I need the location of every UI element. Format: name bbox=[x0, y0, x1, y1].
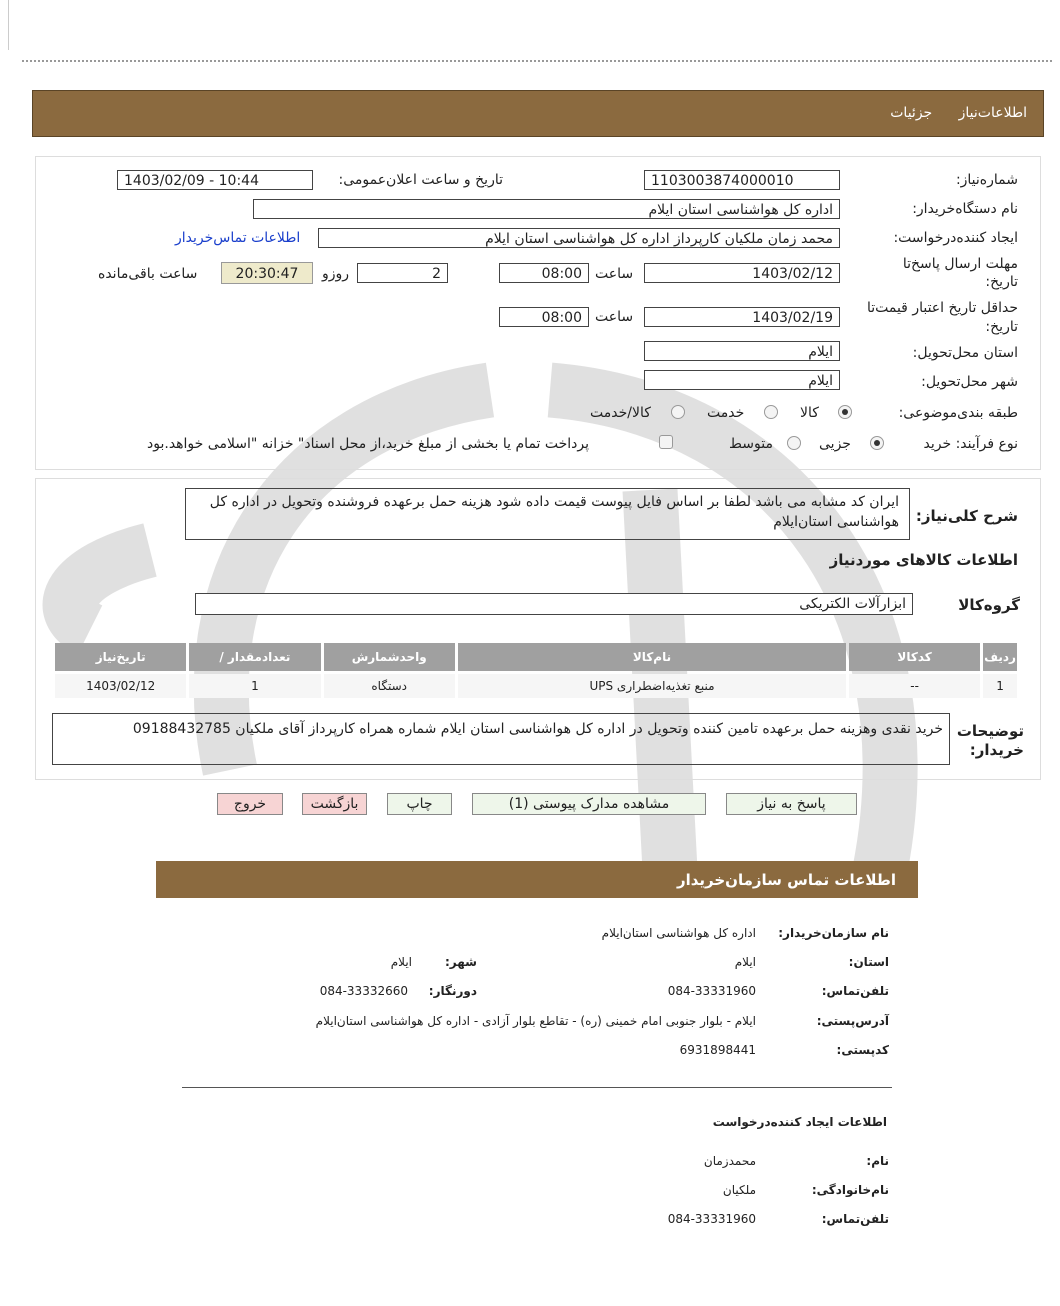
buyer-contact-header bbox=[156, 861, 918, 898]
reply-button[interactable]: پاسخ به نیاز bbox=[726, 793, 857, 815]
buyer-contact-link[interactable]: اطلاعات تماس‌خریدار bbox=[175, 230, 301, 246]
frame-edge bbox=[8, 0, 9, 50]
contact-address-value: ایلام - بلوار جنوبی امام خمینی (ره) - تقاطع بلوار آزادی - اداره کل هواشناسی استان‌ایلام bbox=[315, 1014, 756, 1028]
category-service-label: خدمت bbox=[707, 405, 745, 421]
deadline-date-field: 1403/02/12 bbox=[644, 263, 840, 283]
contact-postal-value: 6931898441 bbox=[679, 1043, 756, 1057]
validity-time-label: ساعت bbox=[595, 309, 634, 325]
creator-field: محمد زمان ملکیان کارپرداز اداره کل هواشناسی استان ایلام bbox=[318, 228, 840, 248]
buyer-org-field: اداره کل هواشناسی استان ایلام bbox=[253, 199, 840, 219]
contact-phone-label: تلفن‌تماس: bbox=[821, 984, 889, 998]
process-radio-small[interactable] bbox=[870, 436, 884, 450]
contact-province-label: استان: bbox=[848, 955, 889, 969]
contact-postal-label: کدپستی: bbox=[836, 1043, 889, 1057]
buyer-notes-label: توضیحات bbox=[956, 722, 1024, 740]
creator-name-value: محمدزمان bbox=[703, 1154, 756, 1168]
deadline-label: مهلت ارسال پاسخ‌تا bbox=[902, 256, 1018, 272]
col-code: کدکالا bbox=[849, 643, 980, 671]
buyer-org-label: نام دستگاه‌خریدار: bbox=[912, 201, 1018, 217]
contact-divider bbox=[182, 1087, 892, 1088]
process-medium-label: متوسط bbox=[729, 436, 773, 452]
creator-family-value: ملکیان bbox=[722, 1183, 756, 1197]
col-date: تاریخ‌نیاز bbox=[55, 643, 186, 671]
announce-label: تاریخ و ساعت اعلان‌عمومی: bbox=[338, 172, 503, 188]
back-button[interactable]: بازگشت bbox=[302, 793, 367, 815]
creator-phone-value: 084-33331960 bbox=[667, 1212, 756, 1226]
goods-info-title: اطلاعات کالاهای موردنیاز bbox=[829, 551, 1018, 569]
buyer-notes-box bbox=[52, 713, 950, 765]
goods-table bbox=[52, 640, 1020, 701]
deadline-time-field: 08:00 bbox=[499, 263, 589, 283]
validity-date-field: 1403/02/19 bbox=[644, 307, 840, 327]
creator-family-label: نام‌خانوادگی: bbox=[811, 1183, 889, 1197]
creator-phone-label: تلفن‌تماس: bbox=[821, 1212, 889, 1226]
exit-button[interactable]: خروج bbox=[217, 793, 283, 815]
table-row bbox=[55, 674, 1017, 698]
goods-group-field: ابزارآلات الکتریکی bbox=[195, 593, 913, 615]
process-label: نوع فرآیند: خرید bbox=[923, 436, 1018, 452]
cell-qty: 1 bbox=[189, 674, 320, 698]
buyer-notes-text: خرید نقدی وهزینه حمل برعهده تامین کننده وتحویل در اداره کل هواشناسی استان ایلام شماره همراه کارپرداز آقای ملکیان 09188432785 bbox=[132, 721, 943, 737]
table-header-row bbox=[55, 643, 1017, 671]
org-label: نام سازمان‌خریدار: bbox=[778, 926, 889, 940]
remaining-label: ساعت باقی‌مانده bbox=[98, 266, 198, 282]
contact-province-value: ایلام bbox=[734, 955, 756, 969]
buyer-notes-label-2: خریدار: bbox=[969, 741, 1024, 759]
min-validity-label-2: تاریخ: bbox=[985, 319, 1018, 335]
announce-field: 1403/02/09 - 10:44 bbox=[117, 170, 313, 190]
contact-city-label: شهر: bbox=[445, 955, 477, 969]
col-name: نام‌کالا bbox=[458, 643, 846, 671]
category-label: طبقه بندی‌موضوعی: bbox=[898, 405, 1018, 421]
category-radio-both[interactable] bbox=[671, 405, 685, 419]
creator-name-label: نام: bbox=[866, 1154, 889, 1168]
category-radio-service[interactable] bbox=[764, 405, 778, 419]
summary-text: ایران کد مشابه می باشد لطفا بر اساس فایل پیوست قیمت داده شود هزینه حمل برعهده فروشنده وتحویل در اداره کل هواشناسی استان‌ایلام bbox=[209, 494, 899, 530]
buyer-contact-title: اطلاعات تماس سازمان‌خریدار bbox=[676, 871, 896, 889]
contact-fax-label: دورنگار: bbox=[428, 984, 477, 998]
cell-row: 1 bbox=[983, 674, 1017, 698]
category-radio-goods[interactable] bbox=[838, 405, 852, 419]
contact-fax-value: 084-33332660 bbox=[319, 984, 408, 998]
view-attachments-button[interactable]: مشاهده مدارک پیوستی (1) bbox=[472, 793, 706, 815]
contact-city-value: ایلام bbox=[390, 955, 412, 969]
cell-name: منبع تغذیه‌اضطراری UPS bbox=[458, 674, 846, 698]
contact-phone-value: 084-33331960 bbox=[667, 984, 756, 998]
cell-code: -- bbox=[849, 674, 980, 698]
top-tab-bar bbox=[32, 90, 1044, 137]
col-row: ردیف bbox=[983, 643, 1017, 671]
deadline-label-2: تاریخ: bbox=[985, 274, 1018, 290]
cell-date: 1403/02/12 bbox=[55, 674, 186, 698]
treasury-payment-note: پرداخت تمام یا بخشی از مبلغ خرید،از محل اسناد" خزانه "اسلامی خواهد.بود bbox=[147, 436, 590, 452]
city-field: ایلام bbox=[644, 370, 840, 390]
days-field: 2 bbox=[357, 263, 448, 283]
creator-label: ایجاد کننده‌درخواست: bbox=[893, 230, 1018, 246]
category-goods-label: کالا bbox=[800, 405, 819, 421]
cell-unit: دستگاه bbox=[324, 674, 455, 698]
process-radio-medium[interactable] bbox=[787, 436, 801, 450]
summary-label: شرح کلی‌نیاز: bbox=[915, 507, 1018, 525]
dotted-divider bbox=[22, 60, 1052, 62]
category-both-label: کالا/خدمت bbox=[590, 405, 651, 421]
tab-details[interactable]: جزئیات bbox=[890, 105, 933, 121]
need-number-field: 1103003874000010 bbox=[644, 170, 840, 190]
print-button[interactable]: چاپ bbox=[387, 793, 452, 815]
treasury-payment-checkbox[interactable] bbox=[659, 435, 673, 449]
contact-address-label: آدرس‌پستی: bbox=[816, 1014, 889, 1028]
province-label: استان محل‌تحویل: bbox=[912, 345, 1018, 361]
col-unit: واحدشمارش bbox=[324, 643, 455, 671]
deadline-time-label: ساعت bbox=[595, 266, 634, 282]
min-validity-label: حداقل تاریخ اعتبار قیمت‌تا bbox=[866, 300, 1018, 316]
tab-need-info[interactable]: اطلاعات‌نیاز bbox=[958, 105, 1027, 121]
goods-group-label: گروه‌کالا bbox=[958, 596, 1020, 614]
province-field: ایلام bbox=[644, 341, 840, 361]
summary-box bbox=[185, 488, 910, 540]
process-small-label: جزیی bbox=[819, 436, 851, 452]
need-number-label: شماره‌نیاز: bbox=[955, 172, 1018, 188]
org-value: اداره کل هواشناسی استان‌ایلام bbox=[601, 926, 756, 940]
days-label: روزو bbox=[322, 266, 350, 282]
countdown-timer: 20:30:47 bbox=[221, 262, 313, 284]
col-qty: تعدادمقدار / bbox=[189, 643, 320, 671]
validity-time-field: 08:00 bbox=[499, 307, 589, 327]
city-label: شهر محل‌تحویل: bbox=[921, 374, 1018, 390]
creator-info-title: اطلاعات ایجاد کننده‌درخواست bbox=[712, 1115, 887, 1129]
